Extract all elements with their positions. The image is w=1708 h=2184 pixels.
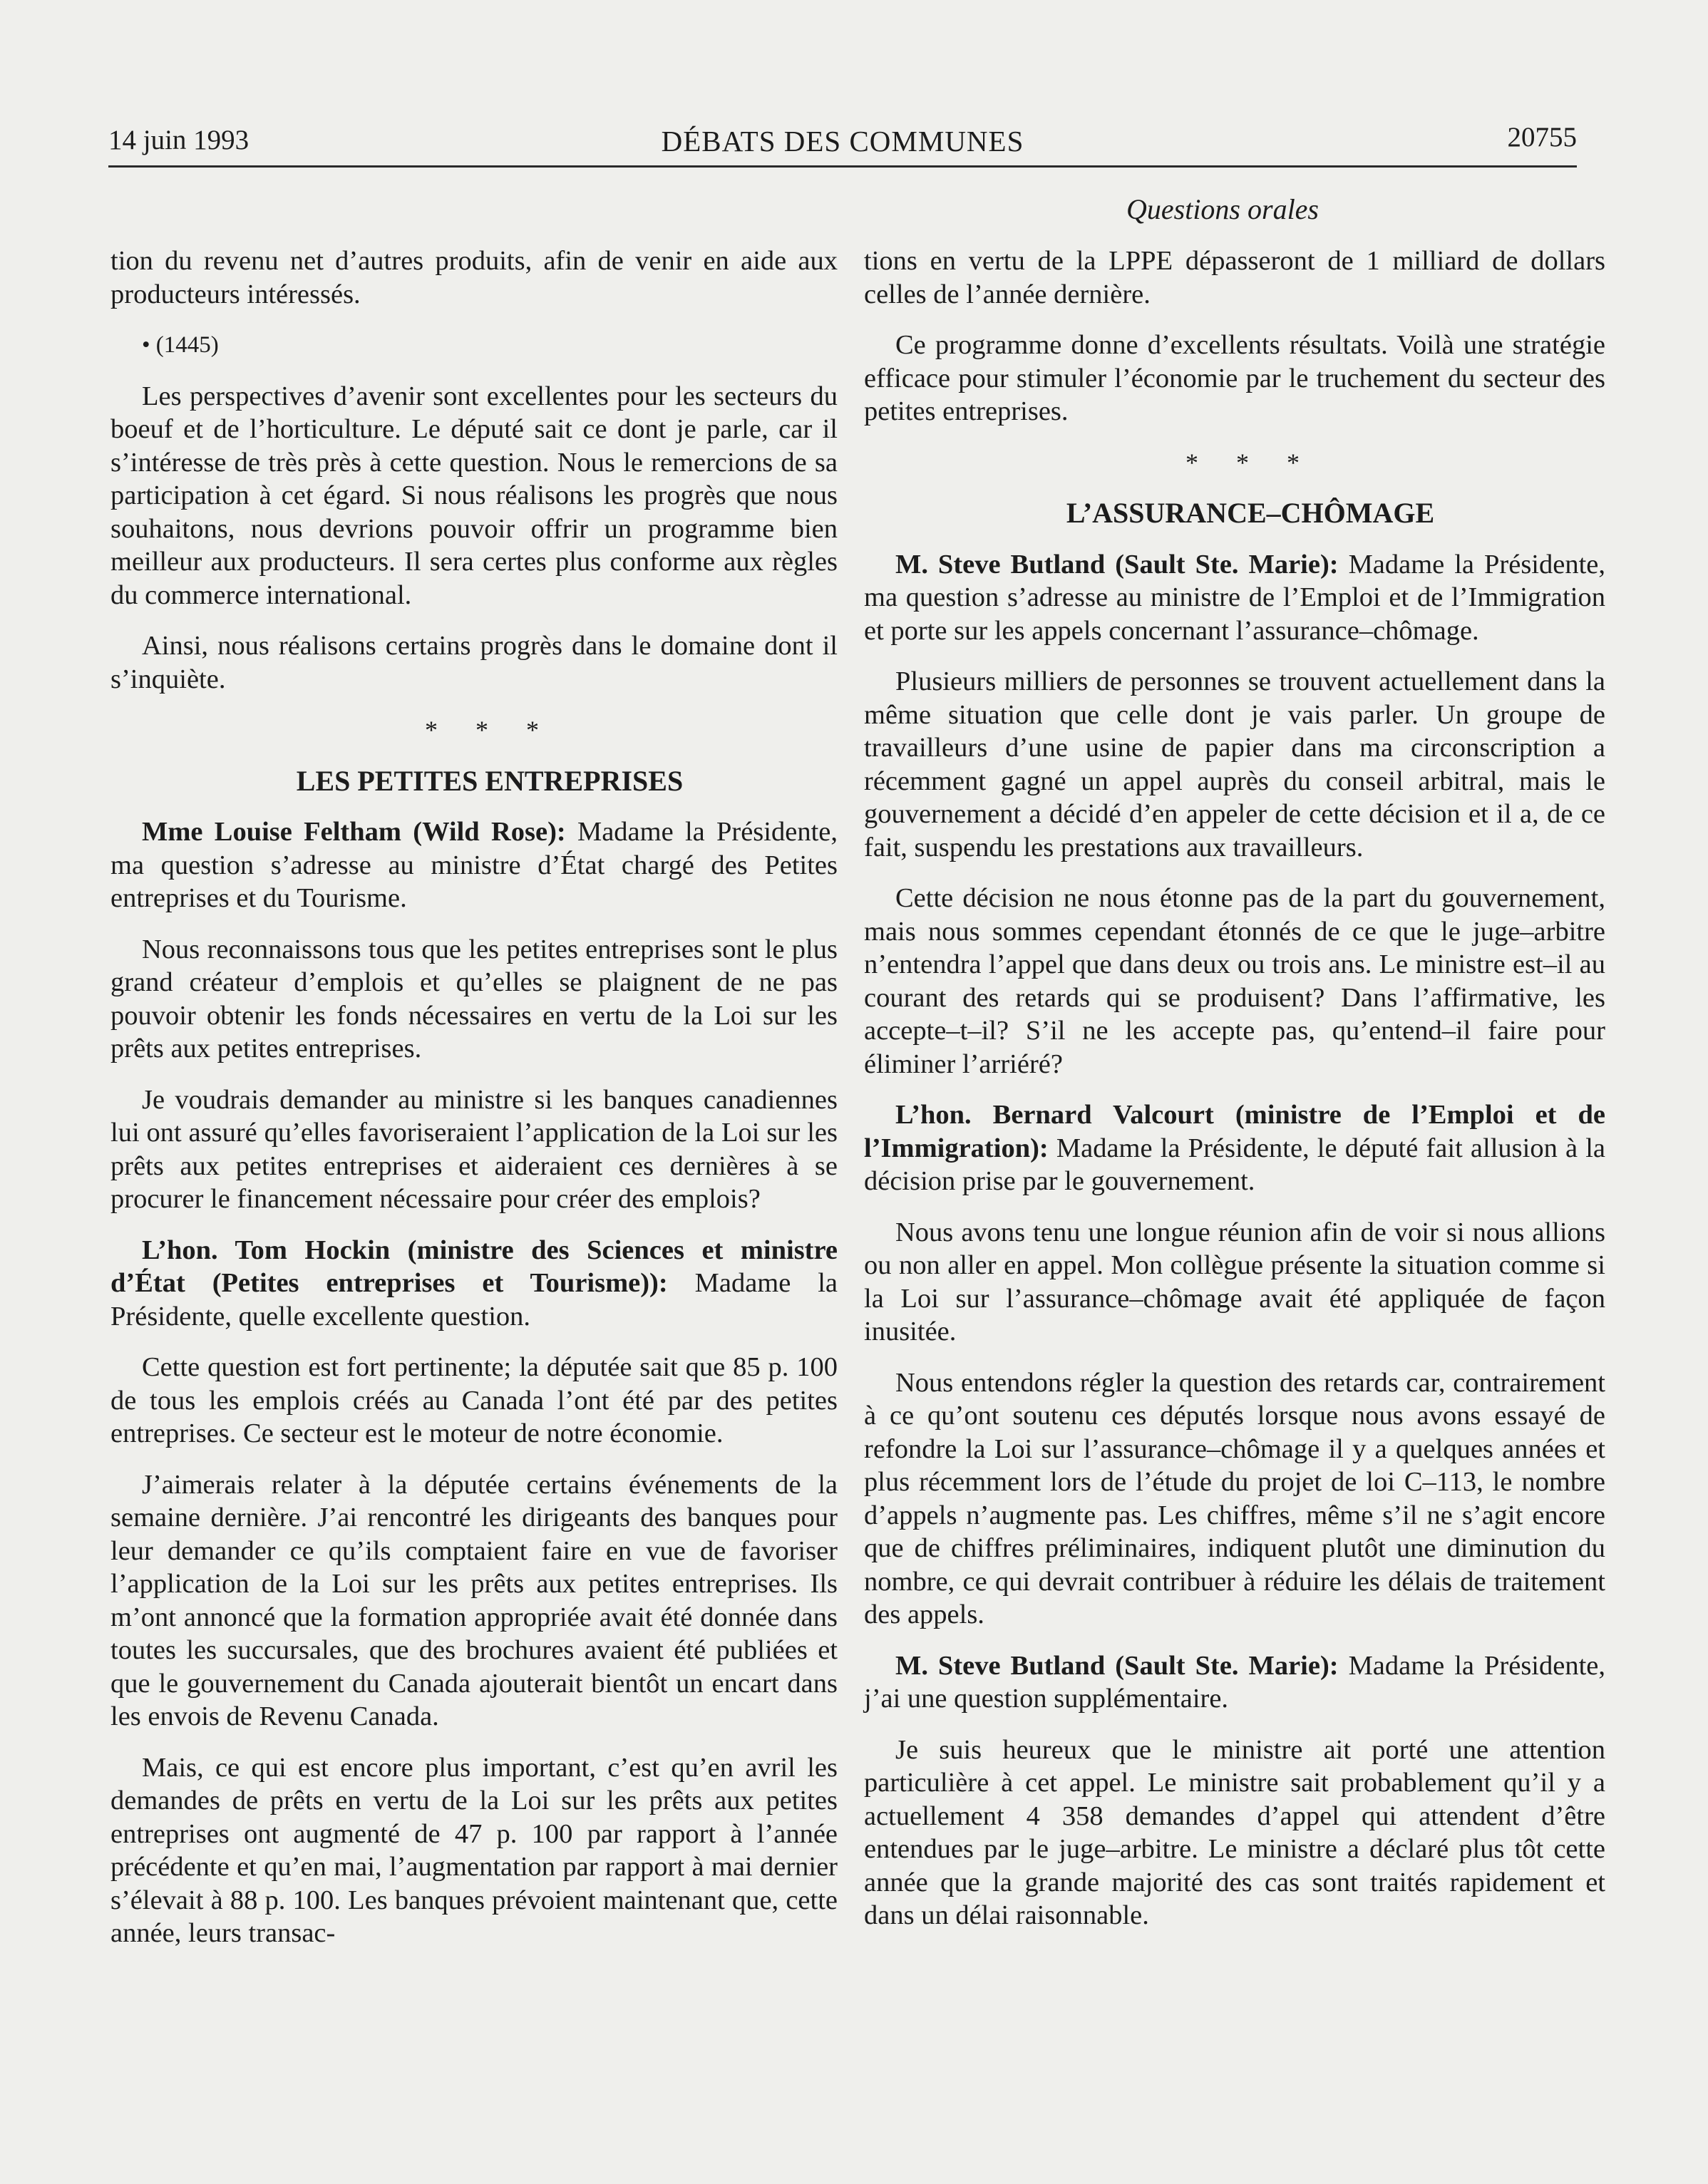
paragraph: Nous reconnaissons tous que les petites entreprises sont le plus grand créateur d’emplois et qu’elles se plaignent de ne pas pouvoir obtenir les fonds nécessaires en vertu de la Loi sur les prêts aux petites entreprises. (110, 934, 838, 1063)
speaker-paragraph (110, 1234, 838, 1334)
section-title: LES PETITES ENTREPRISES (296, 764, 684, 797)
paragraph: tion du revenu net d’autres produits, afin de venir en aide aux producteurs intéressés. (110, 246, 838, 309)
paragraph: Plusieurs milliers de personnes se trouvent actuellement dans la même situation que celle dont je vais parler. Un groupe de travailleurs d’une usine de papier dans ma circonscription a récemment gagné un appel auprès du conseil arbitral, mais le gouvernement a décidé d’en appeler de cette décision et il a, de ce fait, suspendu les prestations aux travailleurs. (864, 666, 1605, 862)
timestamp: • (1445) (142, 332, 219, 358)
speaker-paragraph (110, 815, 838, 915)
speaker-paragraph (864, 1098, 1605, 1198)
paragraph: Je voudrais demander au ministre si les banques canadiennes lui ont assuré qu’elles favoriseraient l’application de la Loi sur les prêts aux petites entreprises et aideraient ces dernières à se procurer le financement nécessaire pour créer des emplois? (110, 1084, 838, 1214)
speech-text: Madame la Présidente, ma question s’adresse au ministre de l’Emploi et de l’Immigration et porte sur les appels concernant l’assurance–chômage. (864, 549, 1605, 646)
speech-text: Madame la Présidente, quelle excellente question. (110, 1268, 838, 1331)
paragraph: Cette question est fort pertinente; la députée sait que 85 p. 100 de tous les emplois créés au Canada l’ont été par des petites entreprises. Ce secteur est le moteur de notre économie. (110, 1352, 838, 1448)
right-column (864, 244, 1605, 1950)
speaker-name: Mme Louise Feltham (Wild Rose): (142, 817, 566, 847)
speaker-name: L’hon. Tom Hockin (ministre des Sciences et ministre d’État (Petites entreprises et Tourisme)): (110, 1235, 838, 1298)
paragraph: Nous entendons régler la question des retards car, contrairement à ce qu’ont soutenu ces députés lorsque nous avons essayé de refondre la Loi sur l’assurance–chômage il y a quelques années et plus récemment lors de l’étude du projet de loi C–113, le nombre d’appels n’augmente pas. Les chiffres, même s’il ne s’agit encore que de chiffres préliminaires, indiquent plutôt une diminution du nombre, ce qui devrait contribuer à réduire les délais de traitement des appels. (864, 1367, 1605, 1629)
speech-text: Madame la Présidente, le député fait allusion à la décision prise par le gouvernement. (864, 1133, 1605, 1196)
paragraph: Cette décision ne nous étonne pas de la part du gouvernement, mais nous sommes cependant étonnés de ce que le juge–arbitre n’entendra l’appel que dans deux ou trois ans. Le ministre est–il au courant des retards qui se produisent? Dans l’affirmative, les accepte–t–il? S’il ne les accepte pas, qu’entend–il faire pour éliminer l’arriéré? (864, 883, 1605, 1079)
speech-text: Madame la Présidente, j’ai une question supplémentaire. (864, 1650, 1605, 1714)
header-date: 14 juin 1993 (108, 125, 249, 155)
paragraph: Ainsi, nous réalisons certains progrès dans le domaine dont il s’inquiète. (110, 631, 838, 694)
paragraph: Mais, ce qui est encore plus important, c’est qu’en avril les demandes de prêts en vertu de la Loi sur les prêts aux petites entreprises ont augmenté de 47 p. 100 par rapport à l’année précédente et qu’en mai, l’augmentation par rapport à mai dernier s’élevait à 88 p. 100. Les banques prévoient maintenant que, cette année, leurs transac- (110, 1752, 838, 1948)
running-head: Questions orales (1126, 193, 1319, 225)
paragraph: J’aimerais relater à la députée certains événements de la semaine dernière. J’ai rencontré les dirigeants des banques pour leur demander ce qu’ils comptaient faire en vue de favoriser l’application de la Loi sur les prêts aux petites entreprises. Ils m’ont annoncé que la formation appropriée avait été donnée dans toutes les succursales, que des brochures avaient été publiées et que le gouvernement du Canada ajouterait bientôt un encart dans les envois de Revenu Canada. (110, 1469, 838, 1731)
paragraph: Nous avons tenu une longue réunion afin de voir si nous allions ou non aller en appel. Mon collègue présente la situation comme si la Loi sur l’assurance–chômage avait été appliquée de façon inusitée. (864, 1217, 1605, 1346)
header-title: DÉBATS DES COMMUNES (661, 125, 1024, 158)
paragraph: tions en vertu de la LPPE dépasseront de 1 milliard de dollars celles de l’année dernière. (864, 246, 1605, 309)
paragraph: Les perspectives d’avenir sont excellentes pour les secteurs du boeuf et de l’horticulture. Le député sait ce dont je parle, car il s’intéresse de très près à cette question. Nous le remercions de sa participation à cet égard. Si nous réalisons les progrès que nous souhaitons, nous devrions pouvoir offrir un programme bien meilleur aux producteurs. Il sera certes plus conforme aux règles du commerce international. (110, 381, 838, 610)
speaker-name: M. Steve Butland (Sault Ste. Marie): (895, 1650, 1339, 1681)
speaker-name: L’hon. Bernard Valcourt (ministre de l’Emploi et de l’Immigration): (864, 1100, 1605, 1163)
left-column (110, 244, 838, 1968)
speaker-name: M. Steve Butland (Sault Ste. Marie): (895, 549, 1339, 580)
speaker-paragraph (864, 1649, 1605, 1716)
section-title: L’ASSURANCE–CHÔMAGE (1066, 497, 1435, 529)
paragraph: Je suis heureux que le ministre ait porté une attention particulière à cet appel. Le ministre sait probablement qu’il y a actuellement 4 358 demandes d’appel qui attendent d’être entendues par le juge–arbitre. Le ministre a déclaré plus tôt cette année que la grande majorité des cas sont traités rapidement et dans un délai raisonnable. (864, 1734, 1605, 1930)
paragraph: Ce programme donne d’excellents résultats. Voilà une stratégie efficace pour stimuler l’économie par le truchement du secteur des petites entreprises. (864, 330, 1605, 426)
speaker-paragraph (864, 548, 1605, 648)
header-page-number: 20755 (1507, 122, 1577, 153)
speech-text: Madame la Présidente, ma question s’adresse au ministre d’État chargé des Petites entreprises et du Tourisme. (110, 817, 838, 913)
section-separator: * * * (1185, 448, 1315, 477)
page-header (108, 120, 1577, 168)
section-separator: * * * (425, 716, 555, 744)
